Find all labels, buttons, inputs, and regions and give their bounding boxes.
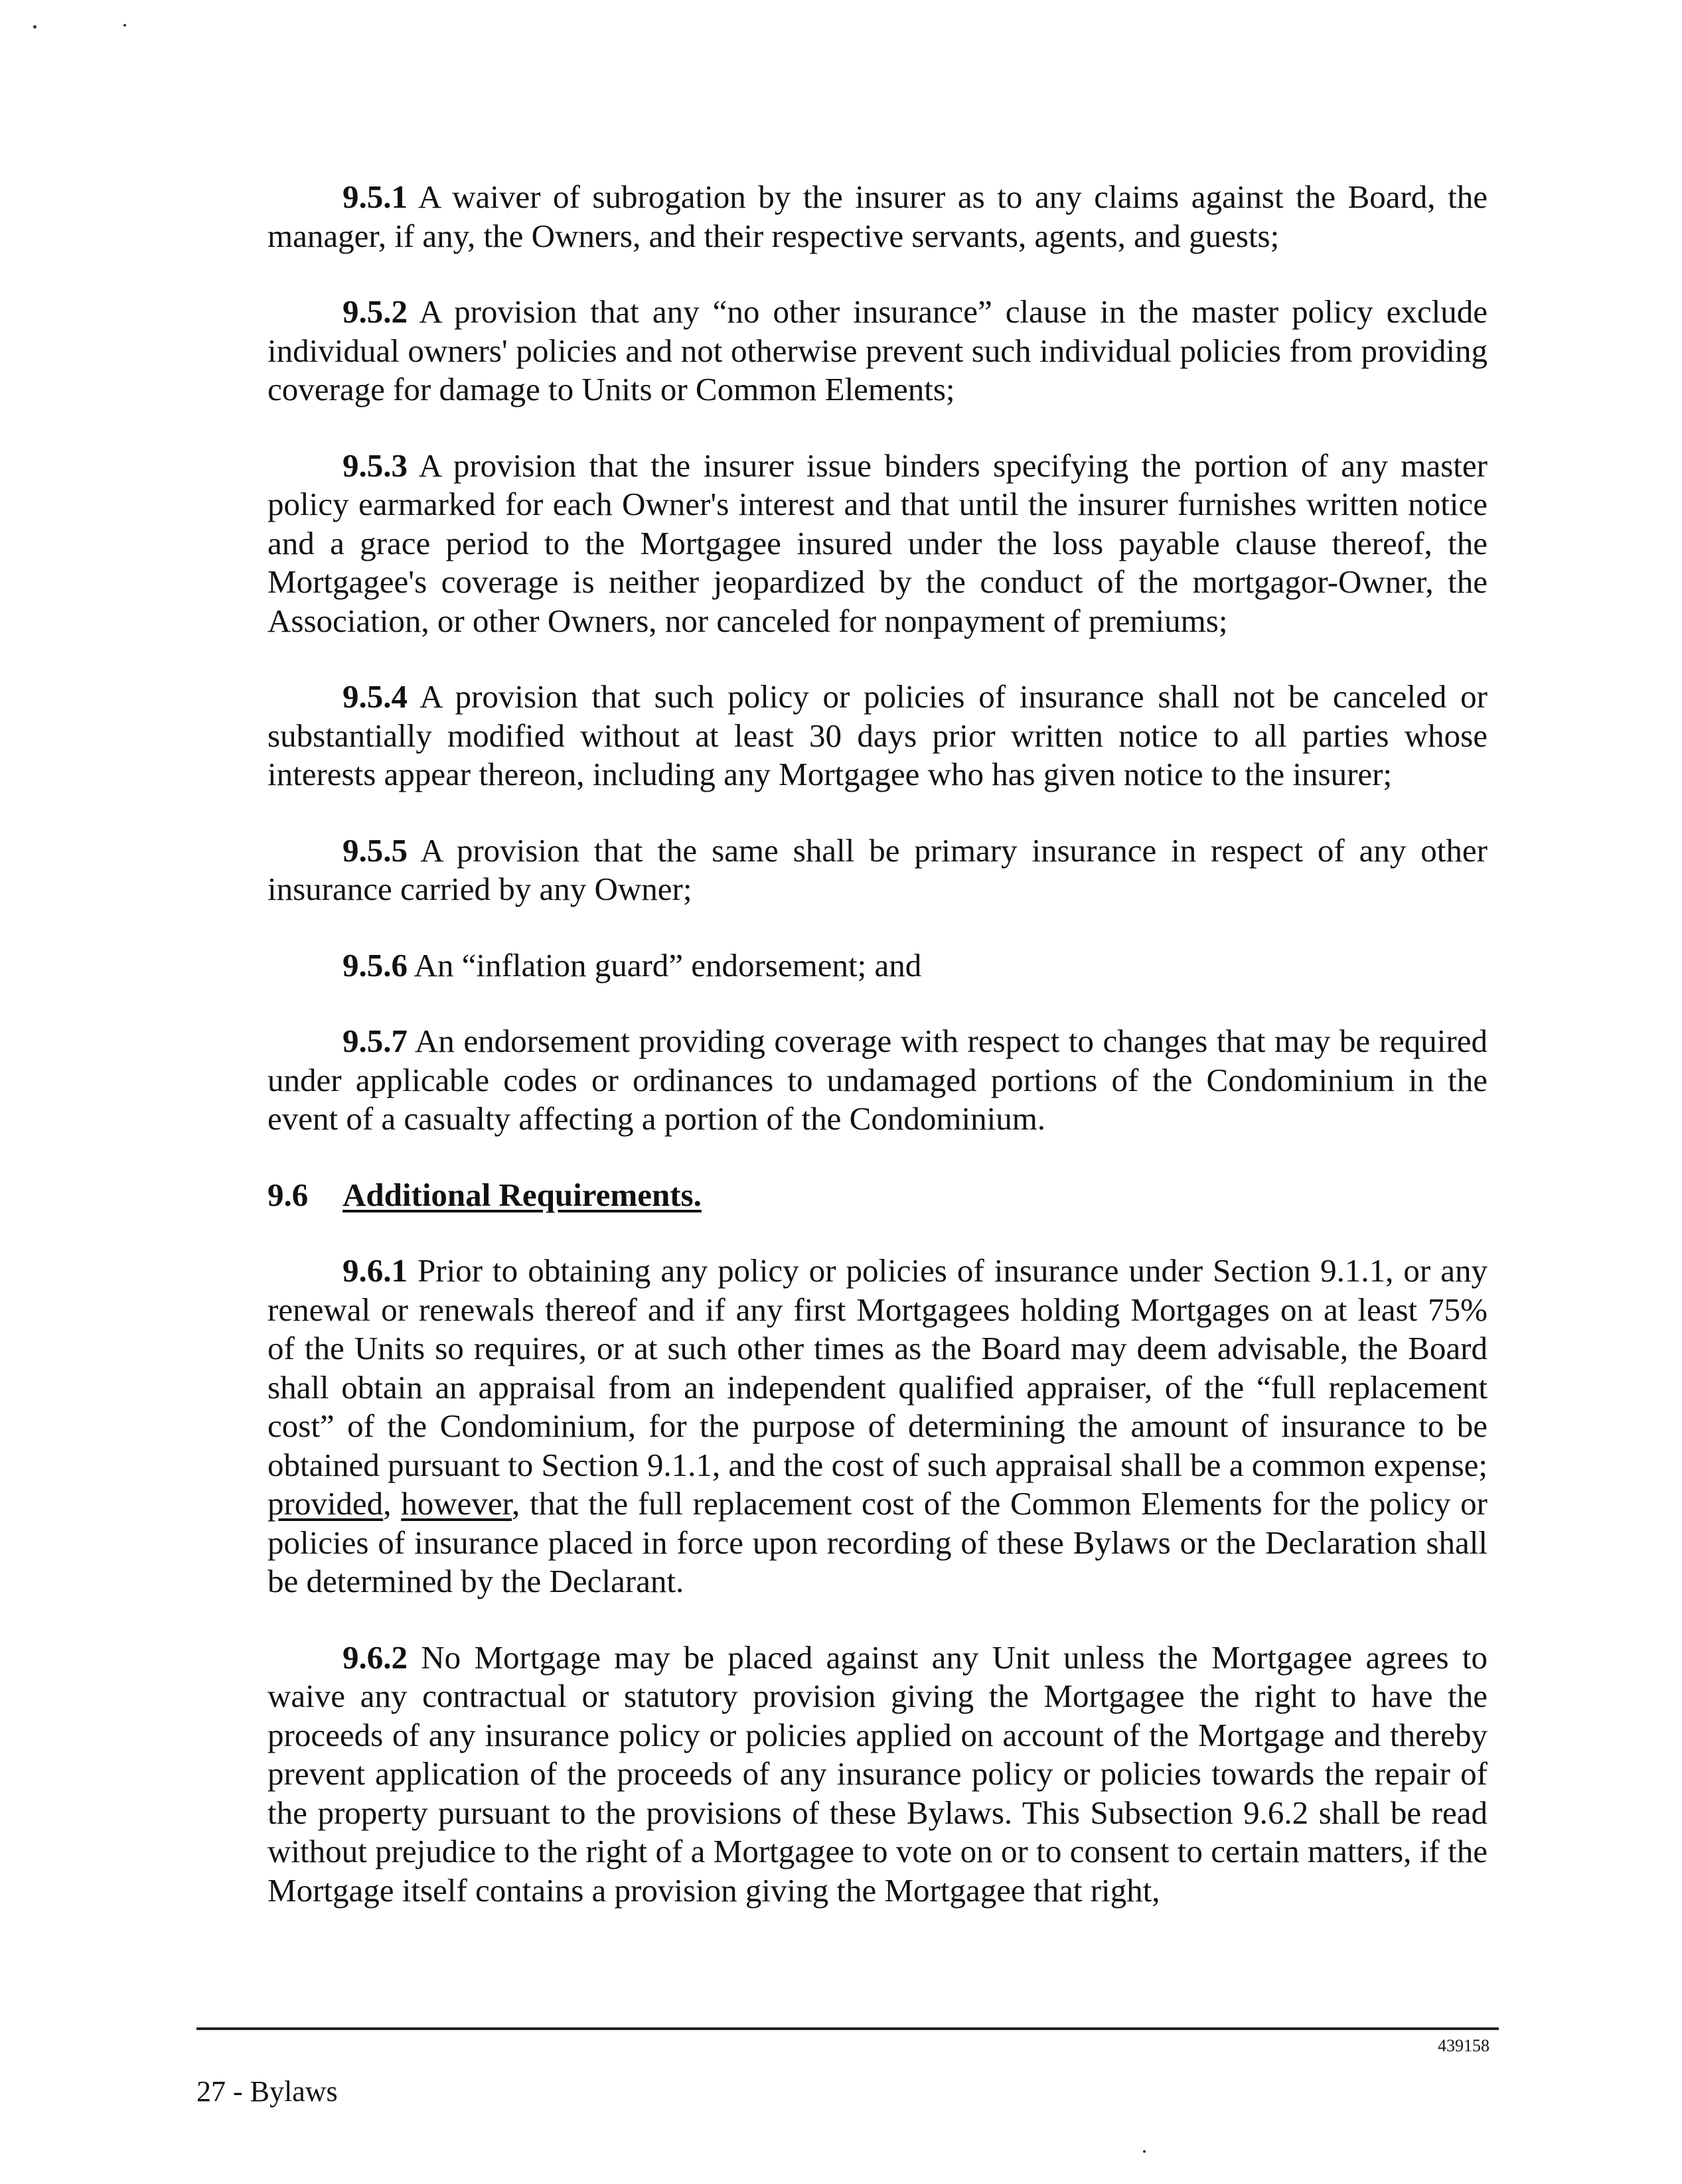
scan-speck — [1143, 2150, 1146, 2153]
section-number: 9.5.2 — [343, 293, 408, 330]
section-number: 9.6.2 — [343, 1638, 408, 1676]
section-number: 9.5.3 — [343, 447, 408, 484]
scan-speck — [33, 25, 37, 29]
section-text: A provision that the insurer issue binders specifying the portion of any master policy earmarked for each Owner's interest and that until the insurer furnishes written notice and a grace period to the Mortgagee insured under the loss payable clause thereof, the Mortgagee's coverage is neither jeopardized by the conduct of the mortgagor-Owner, the Association, or other Owners, nor canceled for nonpayment of premiums; — [268, 447, 1488, 639]
section-number: 9.5.5 — [343, 832, 408, 869]
section-9-5-6 — [268, 946, 1488, 985]
section-9-5-4 — [268, 678, 1488, 794]
section-text: A provision that the same shall be primary insurance in respect of any other insurance carried by any Owner; — [268, 832, 1488, 907]
heading-number: 9.6 — [268, 1176, 309, 1213]
section-number: 9.6.1 — [343, 1252, 408, 1289]
section-9-5-7 — [268, 1022, 1488, 1139]
section-number: 9.5.4 — [343, 678, 408, 715]
footer-divider — [196, 2027, 1499, 2030]
section-text: A provision that any “no other insurance” clause in the master policy exclude individual owners' policies and not otherwise prevent such individual policies from providing coverage for damage to Units or Common Elements; — [268, 293, 1488, 407]
page-footer-label: 27 - Bylaws — [196, 2075, 338, 2108]
section-text-part-2: , that the full replacement cost of the Common Elements for the policy or policies of insurance placed in force upon recording of these Bylaws or the Declaration shall be determined by the Declarant. — [268, 1485, 1488, 1599]
section-9-6-1 — [268, 1252, 1488, 1601]
section-9-5-1 — [268, 178, 1488, 255]
document-body — [268, 178, 1488, 1910]
section-9-5-5 — [268, 832, 1488, 909]
section-text-part-1: Prior to obtaining any policy or policies of insurance under Section 9.1.1, or any renewal or renewals thereof and if any first Mortgagees holding Mortgages on at least 75% of the Units so requires, or at such other times as the Board may deem advisable, the Board shall obtain an appraisal from an independent qualified appraiser, of the “full replacement cost” of the Condominium, for the purpose of determining the amount of insurance to be obtained pursuant to Section 9.1.1, and the cost of such appraisal shall be a common expense; — [268, 1252, 1488, 1483]
section-text: A provision that such policy or policies of insurance shall not be canceled or substantially modified without at least 30 days prior written notice to all parties whose interests appear thereon, including any Mortgagee who has given notice to the insurer; — [268, 678, 1488, 792]
section-heading-9-6 — [268, 1176, 1488, 1215]
section-text: A waiver of subrogation by the insurer as to any claims against the Board, the manager, if any, the Owners, and their respective servants, agents, and guests; — [268, 179, 1488, 254]
section-number: 9.5.6 — [343, 946, 408, 983]
provided-underlined: provided — [268, 1485, 384, 1522]
section-text: An endorsement providing coverage with respect to changes that may be required under applicable codes or ordinances to undamaged portions of the Condominium in the event of a casualty affecting a portion of the Condominium. — [268, 1023, 1488, 1137]
scan-speck — [123, 24, 126, 27]
section-9-5-2 — [268, 293, 1488, 409]
section-number: 9.5.7 — [343, 1023, 408, 1059]
document-number: 439158 — [1438, 2036, 1490, 2055]
however-underlined: however — [401, 1485, 512, 1522]
comma-separator: , — [383, 1485, 402, 1522]
section-number: 9.5.1 — [343, 179, 408, 215]
section-9-5-3 — [268, 447, 1488, 641]
section-text: An “inflation guard” endorsement; and — [408, 946, 922, 983]
heading-title: Additional Requirements. — [343, 1176, 702, 1213]
section-text: No Mortgage may be placed against any Unit unless the Mortgagee agrees to waive any contractual or statutory provision giving the Mortgagee the right to have the proceeds of any insurance policy or policies applied on account of the Mortgage and thereby prevent application of the proceeds of any insurance policy or policies towards the repair of the property pursuant to the provisions of these Bylaws. This Subsection 9.6.2 shall be read without prejudice to the right of a Mortgagee to vote on or to consent to certain matters, if the Mortgage itself contains a provision giving the Mortgagee that right, — [268, 1638, 1488, 1909]
section-9-6-2 — [268, 1638, 1488, 1911]
